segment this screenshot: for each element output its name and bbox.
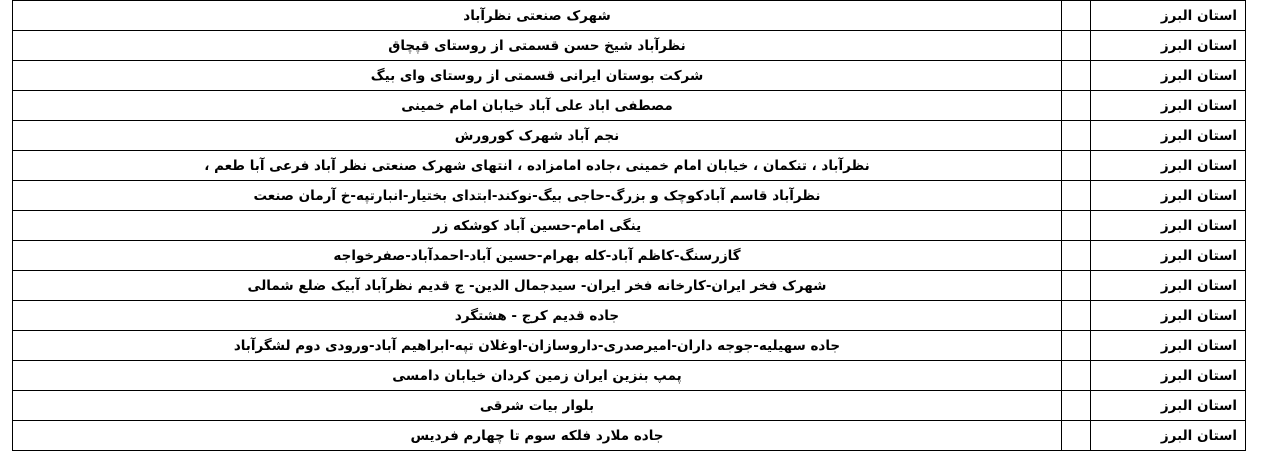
province-cell[interactable]: استان البرز	[1091, 391, 1246, 421]
table-row	[13, 271, 1246, 301]
province-cell[interactable]: استان البرز	[1091, 1, 1246, 31]
address-cell[interactable]: نظرآباد شیخ حسن قسمتی از روستای قپچاق	[13, 31, 1062, 61]
address-cell[interactable]: بلوار بیات شرقی	[13, 391, 1062, 421]
spacer-cell[interactable]	[1062, 391, 1091, 421]
table-row	[13, 1, 1246, 31]
address-cell[interactable]: شرکت بوستان ایرانی قسمتی از روستای وای بیگ	[13, 61, 1062, 91]
address-cell[interactable]: پمپ بنزین ایران زمین کردان خیابان دامسی	[13, 361, 1062, 391]
table-row	[13, 421, 1246, 451]
address-table	[12, 0, 1246, 451]
province-cell[interactable]: استان البرز	[1091, 91, 1246, 121]
address-cell[interactable]: شهرک صنعتی نظرآباد	[13, 1, 1062, 31]
spacer-cell[interactable]	[1062, 1, 1091, 31]
spacer-cell[interactable]	[1062, 241, 1091, 271]
spreadsheet-sheet	[12, 0, 1246, 456]
province-cell[interactable]: استان البرز	[1091, 421, 1246, 451]
spacer-cell[interactable]	[1062, 151, 1091, 181]
province-cell[interactable]: استان البرز	[1091, 241, 1246, 271]
spacer-cell[interactable]	[1062, 121, 1091, 151]
address-cell[interactable]: نجم آباد شهرک کورورش	[13, 121, 1062, 151]
address-cell[interactable]: جاده ملارد فلکه سوم تا چهارم فردیس	[13, 421, 1062, 451]
table-row	[13, 61, 1246, 91]
address-cell[interactable]: نظرآباد ، تنکمان ، خیابان امام خمینی ،جاده امامزاده ، انتهای شهرک صنعتی نظر آباد فرعی آبا طعم ،	[13, 151, 1062, 181]
province-cell[interactable]: استان البرز	[1091, 361, 1246, 391]
address-cell[interactable]: گازرسنگ-کاظم آباد-کله بهرام-حسین آباد-احمدآباد-صفرخواجه	[13, 241, 1062, 271]
table-row	[13, 391, 1246, 421]
province-cell[interactable]: استان البرز	[1091, 121, 1246, 151]
table-row	[13, 211, 1246, 241]
spacer-cell[interactable]	[1062, 31, 1091, 61]
spacer-cell[interactable]	[1062, 61, 1091, 91]
province-cell[interactable]: استان البرز	[1091, 271, 1246, 301]
address-cell[interactable]: نظرآباد قاسم آبادکوچک و بزرگ-حاجی بیگ-نوکند-ابتدای بختیار-انبارتپه-خ آرمان صنعت	[13, 181, 1062, 211]
table-row	[13, 31, 1246, 61]
spacer-cell[interactable]	[1062, 211, 1091, 241]
table-row	[13, 181, 1246, 211]
table-row	[13, 331, 1246, 361]
table-row	[13, 121, 1246, 151]
province-cell[interactable]: استان البرز	[1091, 211, 1246, 241]
province-cell[interactable]: استان البرز	[1091, 301, 1246, 331]
address-cell[interactable]: جاده سهیلیه-جوجه داران-امیرصدری-داروسازان-اوغلان تپه-ابراهیم آباد-ورودی دوم لشگرآباد	[13, 331, 1062, 361]
table-row	[13, 361, 1246, 391]
table-row	[13, 91, 1246, 121]
province-cell[interactable]: استان البرز	[1091, 61, 1246, 91]
spacer-cell[interactable]	[1062, 421, 1091, 451]
spacer-cell[interactable]	[1062, 271, 1091, 301]
table-row	[13, 301, 1246, 331]
spacer-cell[interactable]	[1062, 331, 1091, 361]
province-cell[interactable]: استان البرز	[1091, 31, 1246, 61]
address-cell[interactable]: مصطفی اباد علی آباد خیابان امام خمینی	[13, 91, 1062, 121]
spacer-cell[interactable]	[1062, 301, 1091, 331]
spacer-cell[interactable]	[1062, 361, 1091, 391]
address-cell[interactable]: ینگی امام-حسین آباد کوشکه زر	[13, 211, 1062, 241]
province-cell[interactable]: استان البرز	[1091, 331, 1246, 361]
province-cell[interactable]: استان البرز	[1091, 181, 1246, 211]
address-cell[interactable]: جاده قدیم کرج - هشتگرد	[13, 301, 1062, 331]
spacer-cell[interactable]	[1062, 91, 1091, 121]
table-row	[13, 241, 1246, 271]
province-cell[interactable]: استان البرز	[1091, 151, 1246, 181]
spacer-cell[interactable]	[1062, 181, 1091, 211]
address-cell[interactable]: شهرک فخر ایران-کارخانه فخر ایران- سیدجمال الدین- ج قدیم نظرآباد آبیک ضلع شمالی	[13, 271, 1062, 301]
table-row	[13, 151, 1246, 181]
